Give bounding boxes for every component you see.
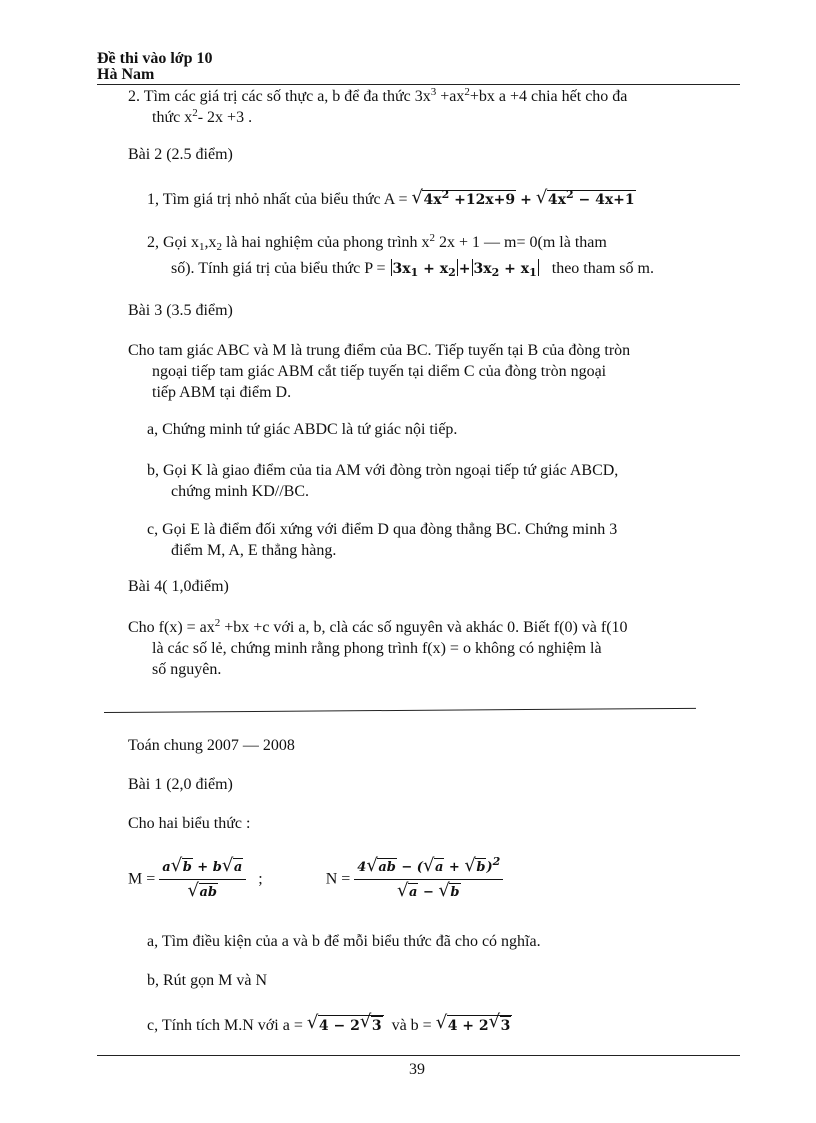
- toan-chung-bai1-heading: Bài 1 (2,0 điểm): [128, 776, 233, 793]
- bai3-heading: Bài 3 (3.5 điểm): [128, 302, 233, 319]
- formula-n-label: N =: [325, 870, 351, 888]
- toan-chung-part-a: a, Tìm điều kiện của a và b để mỗi biểu thức đã cho có nghĩa.: [147, 933, 541, 950]
- header-subtitle: Hà Nam: [97, 66, 155, 83]
- bai2-item1: 1, Tìm giá trị nhỏ nhất của biểu thức A = √ $4x^2 +12x+9$ + √ $4x^2 - 4x+1$: [147, 187, 635, 208]
- header-title: Đề thi vào lớp 10: [97, 50, 213, 67]
- toan-chung-part-c: c, Tính tích M.N với a = √ 4 − 2 √ 3 và b = √ 4 + 2 √ 3: [147, 1011, 511, 1034]
- sqrt-expr-1: √ $4x^2 +12x+9$: [411, 187, 516, 208]
- bai3-part-c: c, Gọi E là điểm đối xứng với điểm D qua đòng thẳng BC. Chứng minh 3 điểm M, A, E thẳng hàng.: [147, 521, 618, 559]
- bai2-heading: Bài 2 (2.5 điểm): [128, 146, 233, 163]
- formula-separator: ;: [258, 870, 263, 888]
- bai3-part-b: b, Gọi K là giao điểm của tia AM với đòng tròn ngoại tiếp tứ giác ABCD, chứng minh KD//BC.: [147, 462, 619, 500]
- header-rule: [97, 84, 740, 85]
- toan-chung-title: Toán chung 2007 — 2008: [128, 737, 295, 754]
- footer-rule: [97, 1055, 740, 1056]
- bai3-intro: Cho tam giác ABC và M là trung điểm của BC. Tiếp tuyến tại B của đòng tròn ngoại tiếp tam giác ABM cắt tiếp tuyến tại diểm C của đòng tròn ngoại tiếp ABM tại điểm D.: [128, 342, 631, 401]
- bai4-heading: Bài 4( 1,0điểm): [128, 578, 229, 595]
- expression-p: $3x_1 + x_2 + 3x_2 + x_1$: [392, 261, 537, 279]
- bai4-body: Cho $f(x) = ax^2 +bx +c$ với a, b, clà các số nguyên và akhác 0. Biết f(0) và f(10 là các số lẻ, chứng minh rằng phong trình f(x) = o không có nghiệm là số nguyên.: [128, 617, 628, 678]
- page-number: 39: [409, 1061, 425, 1078]
- bai2-item2: 2, Gọi $x_1,x_2$ là hai nghiệm của phong trình $x^2$ 2x + 1 — m= 0(m là tham số). Tính giá trị của biểu thức $P = 3x_1 + x_2 + 3x_2 + x_1$ theo tham số m.: [147, 232, 654, 279]
- sqrt-expr-2: √ $4x^2 - 4x+1$: [535, 187, 635, 208]
- formula-row: [128, 855, 503, 902]
- formula-m: a √ b + b √ a √ ab: [159, 858, 246, 902]
- section-divider: [104, 708, 696, 713]
- formula-n: 4 √ ab − ( √ a + √ b)$^2$ √ a − √ b: [354, 858, 503, 902]
- bai1-item2: 2. Tìm các giá trị các số thực a, b để đa thức $3x^3 +ax^2+bx$ a +4 chia hết cho đa thức $x^2-$ 2x +3 .: [128, 86, 628, 126]
- bai3-part-a: a, Chứng minh tứ giác ABDC là tứ giác nội tiếp.: [147, 421, 458, 438]
- formula-m-label: M =: [128, 870, 156, 888]
- sqrt-a-value: √ 4 − 2 √ 3: [306, 1011, 382, 1034]
- sqrt-b-value: √ 4 + 2 √ 3: [435, 1011, 511, 1034]
- toan-chung-part-b: b, Rút gọn M và N: [147, 972, 267, 989]
- toan-chung-intro: Cho hai biểu thức :: [128, 815, 251, 832]
